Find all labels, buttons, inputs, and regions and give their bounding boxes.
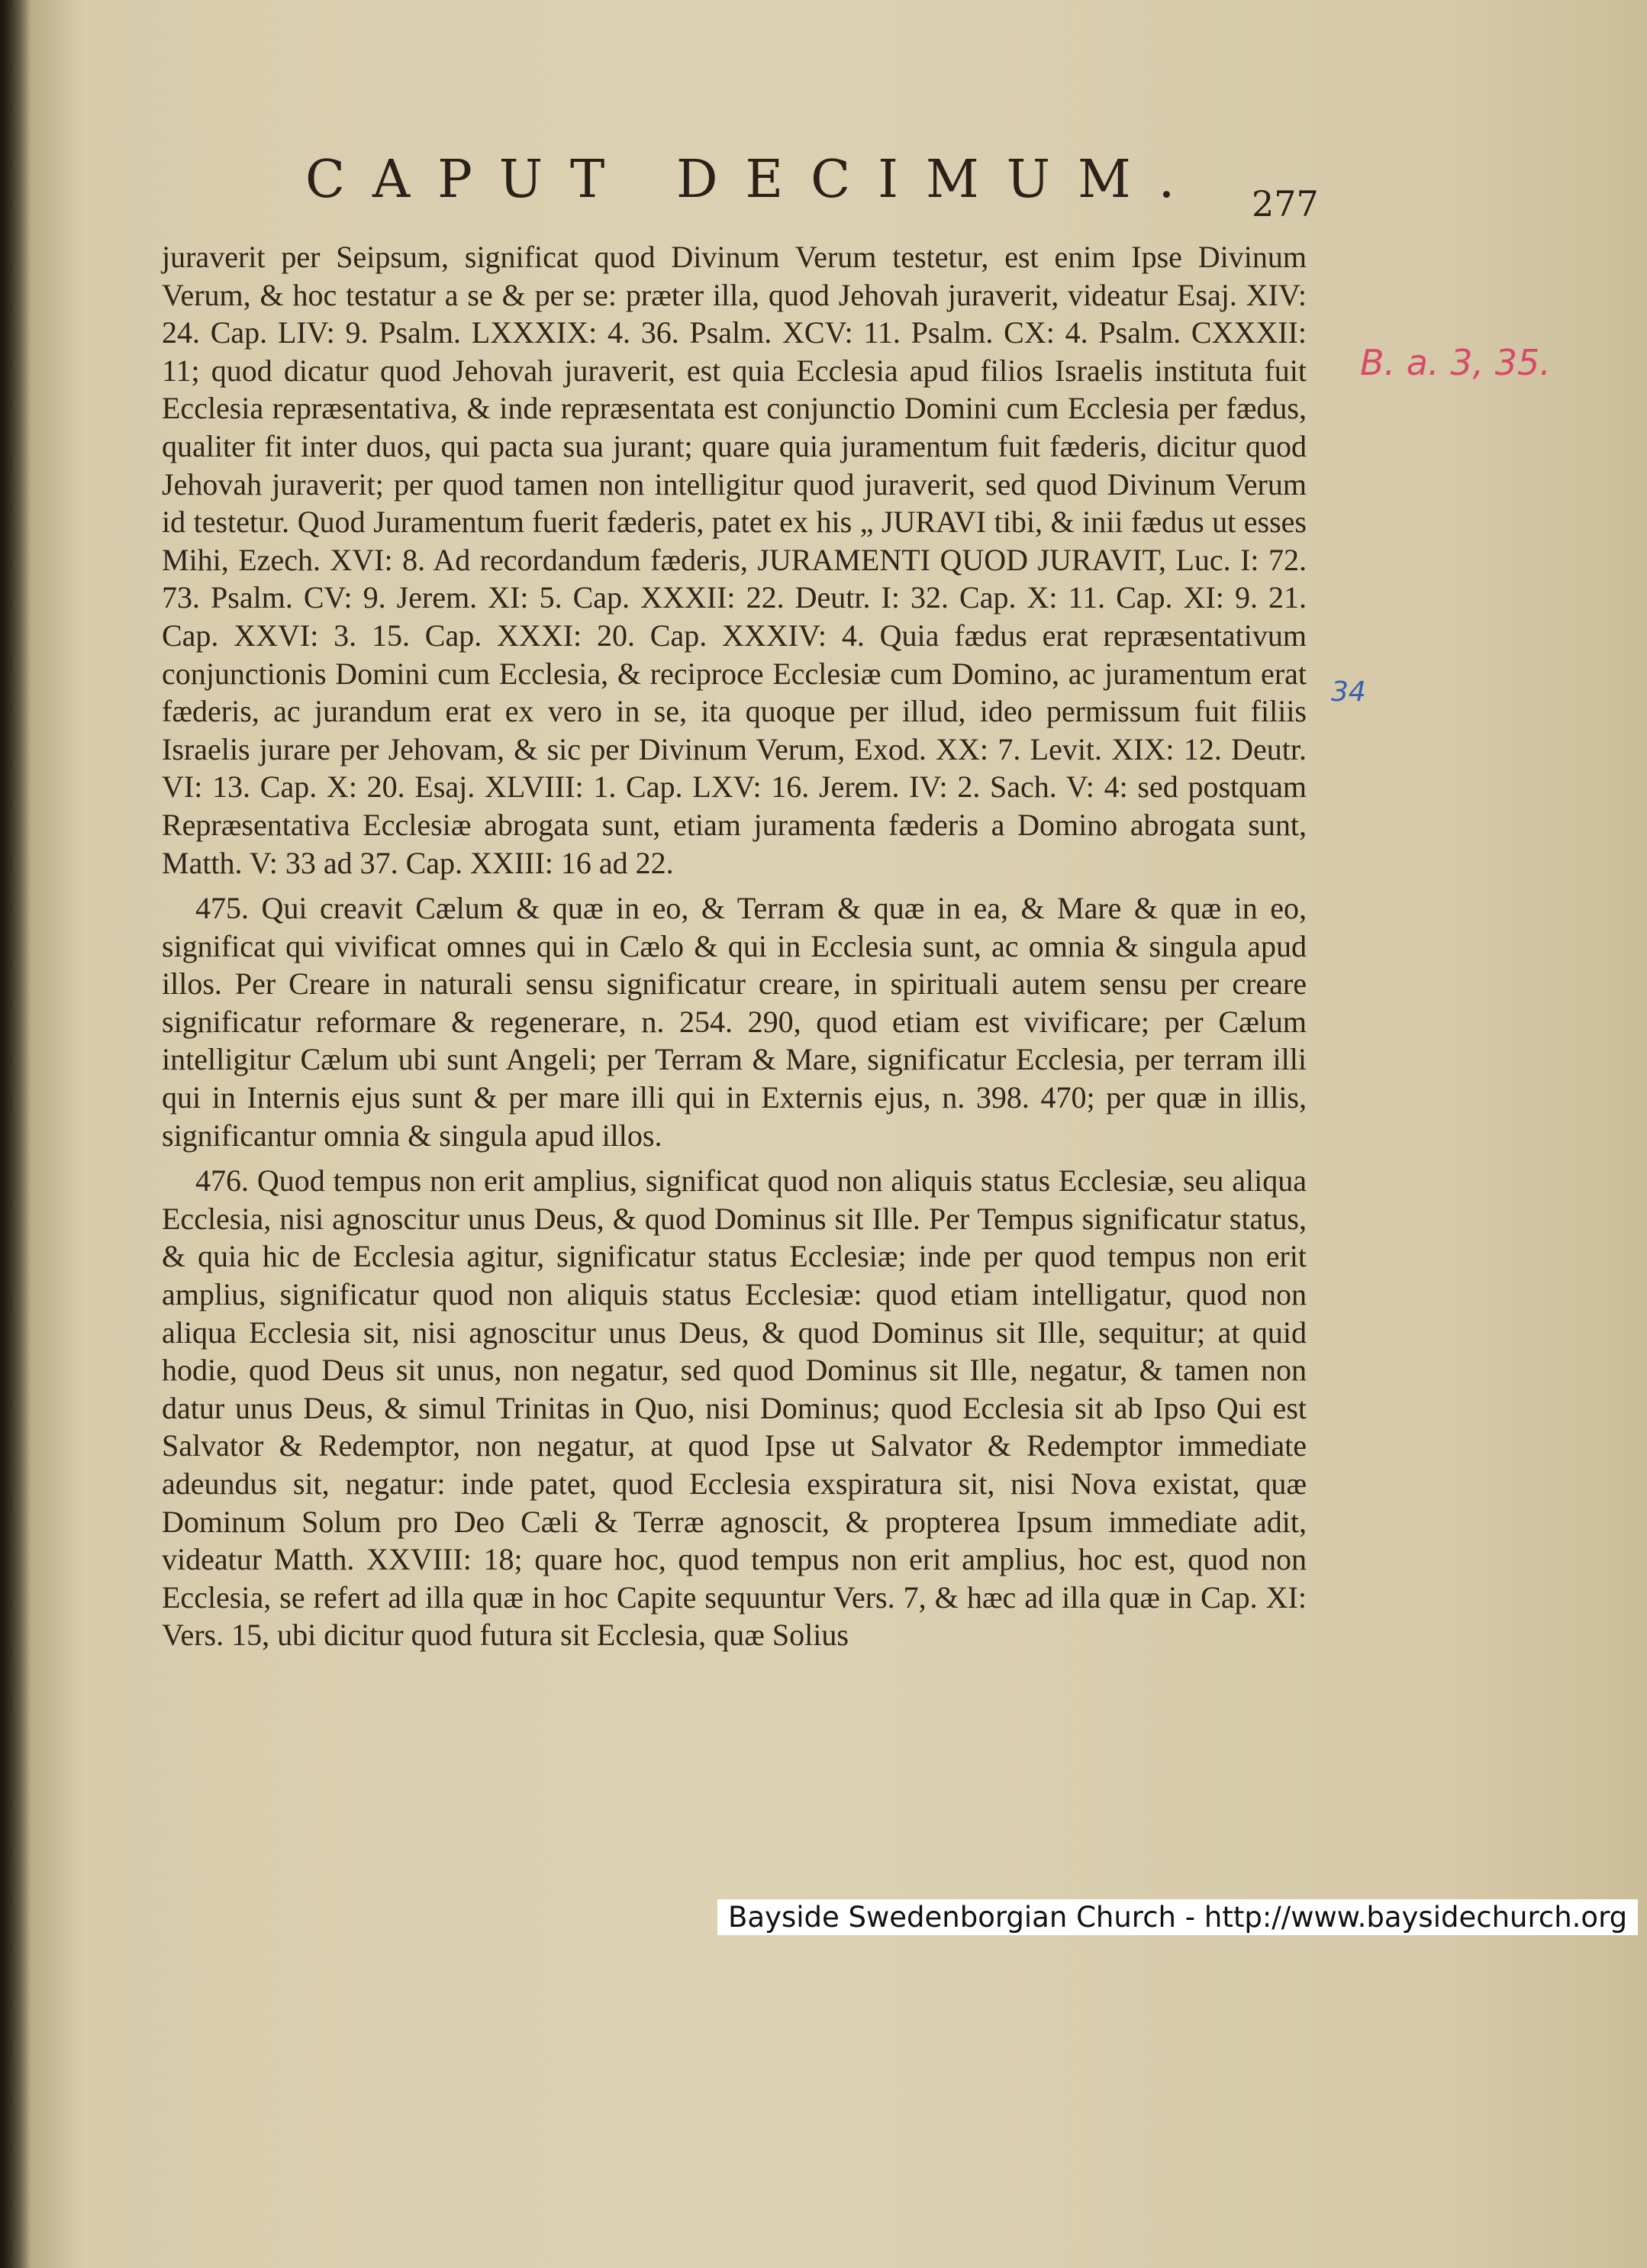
running-head: CAPUT DECIMUM.	[305, 150, 1203, 210]
margin-note-shelfmark: B. a. 3, 35.	[1360, 342, 1551, 383]
paragraph-476: 476. Quod tempus non erit amplius, significat quod non aliquis status Ecclesiæ, seu aliqua Ecclesia, nisi agnoscitur unus Deus, & quod Dominus sit Ille. Per Tempus significatur status, & quia hic de Ecclesia agitur, significatur status Ecclesiæ; inde per quod tempus non erit amplius, significatur quod non aliquis status Ecclesiæ: quod etiam intelligatur, quod non aliqua Ecclesia sit, nisi agnoscitur unus Deus, & quod Dominus sit Ille, sequitur; at quid hodie, quod Deus sit unus, non negatur, sed quod Dominus sit Ille, negatur, & tamen non datur unus Deus, & simul Trinitas in Quo, nisi Dominus; quod Ecclesia sit ab Ipso Qui est Salvator & Redemptor, non negatur, at quod Ipse ut Salvator & Redemptor immediate adeundus sit, negatur: inde patet, quod Ecclesia exspiratura sit, nisi Nova existat, quæ Dominum Solum pro Deo Cæli & Terræ agnoscit, & propterea Ipsum immediate adit, videatur Matth. XXVIII: 18; quare hoc, quod tempus non erit amplius, hoc est, quod non Ecclesia, se refert ad illa quæ in hoc Capite sequuntur Vers. 7, & hæc ad illa quæ in Cap. XI: Vers. 15, ubi dicitur quod futura sit Ecclesia, quæ Solius	[162, 1163, 1307, 1653]
margin-note-correction: 34	[1331, 676, 1366, 708]
footer-credit: Bayside Swedenborgian Church - http://www.baysidechurch.org	[717, 1899, 1638, 1935]
body-text	[162, 238, 1307, 1662]
paragraph-continuation: juraverit per Seipsum, significat quod Divinum Verum testetur, est enim Ipse Divinum Verum, & hoc testatur a se & per se: præter illa, quod Jehovah juraverit, videatur Esaj. XIV: 24. Cap. LIV: 9. Psalm. LXXXIX: 4. 36. Psalm. XCV: 11. Psalm. CX: 4. Psalm. CXXXII: 11; quod dicatur quod Jehovah juraverit, est quia Ecclesia apud filios Israelis instituta fuit Ecclesia repræsentativa, & inde repræsentata est conjunctio Domini cum Ecclesia per fædus, qualiter fit inter duos, qui pacta sua jurant; quare quia juramentum fuit fæderis, dicitur quod Jehovah juraverit; per quod tamen non intelligitur quod juraverit, sed quod Divinum Verum id testetur. Quod Juramentum fuerit fæderis, patet ex his „ JURAVI tibi, & inii fædus ut esses Mihi, Ezech. XVI: 8. Ad recordandum fæderis, JURAMENTI QUOD JURAVIT, Luc. I: 72. 73. Psalm. CV: 9. Jerem. XI: 5. Cap. XXXII: 22. Deutr. I: 32. Cap. X: 11. Cap. XI: 9. 21. Cap. XXVI: 3. 15. Cap. XXXI: 20. Cap. XXXIV: 4. Quia fædus erat repræsentativum conjunctionis Domini cum Ecclesia, & reciproce Ecclesiæ cum Domino, ac juramentum erat fæderis, ac jurandum erat ex vero in se, ita quoque per illud, ideo permissum fuit filiis Israelis jurare per Jehovam, & sic per Divinum Verum, Exod. XX: 7. Levit. XIX: 12. Deutr. VI: 13. Cap. X: 20. Esaj. XLVIII: 1. Cap. LXV: 16. Jerem. IV: 2. Sach. V: 4: sed postquam Repræsentativa Ecclesiæ abrogata sunt, etiam juramenta fæderis a Domino abrogata sunt, Matth. V: 33 ad 37. Cap. XXIII: 16 ad 22.	[162, 240, 1307, 880]
gutter-shadow	[0, 0, 31, 2268]
page-number: 277	[1252, 183, 1319, 224]
paragraph-475: 475. Qui creavit Cælum & quæ in eo, & Terram & quæ in ea, & Mare & quæ in eo, significat qui vivificat omnes qui in Cælo & qui in Ecclesia sunt, ac omnia & singula apud illos. Per Creare in naturali sensu significatur creare, in spirituali autem sensu per creare significatur reformare & regenerare, n. 254. 290, quod etiam est vivificare; per Cælum intelligitur Cælum ubi sunt Angeli; per Terram & Mare, significatur Ecclesia, per terram illi qui in Internis ejus sunt & per mare illi qui in Externis ejus, n. 398. 470; per quæ in illis, significantur omnia & singula apud illos.	[162, 891, 1307, 1153]
